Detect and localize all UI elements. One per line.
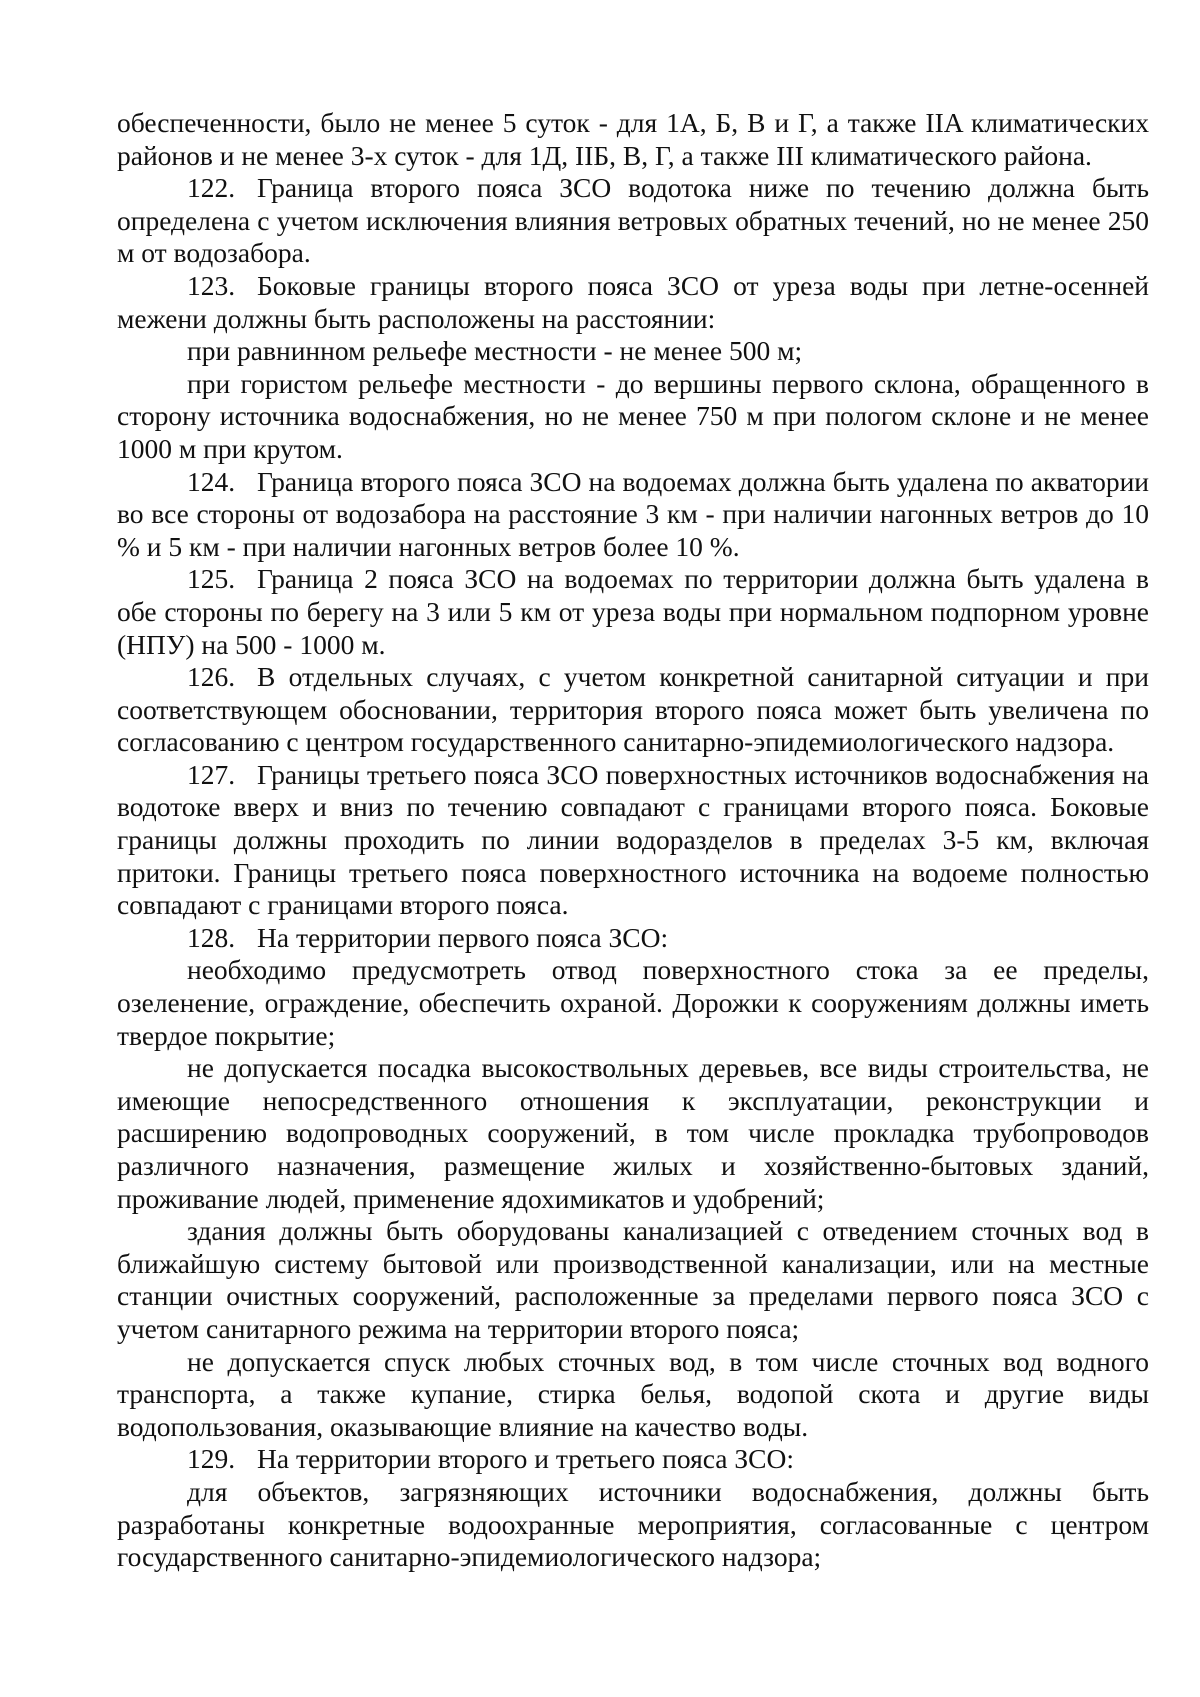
paragraph-123-plain: при равнинном рельефе местности - не менее 500 м; [187,335,803,367]
item-number: 124. [187,465,236,497]
paragraph-123-mountain: при гористом рельефе местности - до вершины первого склона, обращенного в сторону источника водоснабжения, но не менее 750 м при пологом склоне и не менее 1000 м при крутом. [117,367,1149,464]
paragraph-127: 127. Границы третьего пояса ЗСО поверхностных источников водоснабжения на водотоке вверх и вниз по течению совпадают с границами второго пояса. Боковые границы должны проходить по линии водоразделов в пределах 3-5 км, включая притоки. Границы третьего пояса поверхностного источника на водоеме полностью совпадают с границами второго пояса. [117,758,1149,921]
paragraph-128-sewerage: здания должны быть оборудованы канализацией с отведением сточных вод в ближайшую систему бытовой или производственной канализации, или на местные станции очистных сооружений, расположенные за пределами первого пояса ЗСО с учетом санитарного режима на территории второго пояса; [117,1215,1149,1344]
paragraph-128-prohibitions: не допускается посадка высокоствольных деревьев, все виды строительства, не имеющие непосредственного отношения к эксплуатации, реконструкции и расширению водопроводных сооружений, в том числе прокладка трубопроводов различного назначения, размещение жилых и хозяйственно-бытовых зданий, проживание людей, применение ядохимикатов и удобрений; [117,1052,1149,1214]
item-number: 128. [187,921,236,953]
paragraph-128-discharge: не допускается спуск любых сточных вод, в том числе сточных вод водного транспорта, а также купание, стирка белья, водопой скота и другие виды водопользования, оказывающие влияние на качество воды. [117,1345,1149,1442]
paragraph-129: 129. На территории второго и третьего пояса ЗСО: [187,1443,794,1475]
paragraph-continuation: обеспеченности, было не менее 5 суток - для 1А, Б, В и Г, а также IIA климатических районов и не менее 3-х суток - для 1Д, IIБ, В, Г, а также III климатического района. [117,107,1149,171]
item-number: 126. [187,661,236,693]
paragraph-123: 123. Боковые границы второго пояса ЗСО от уреза воды при летне-осенней межени должны быть расположены на расстоянии: [117,269,1149,334]
paragraph-129-objects: для объектов, загрязняющих источники водоснабжения, должны быть разработаны конкретные водоохранные мероприятия, согласованные с центром государственного санитарно-эпидемиологического надзора; [117,1475,1149,1573]
paragraph-125: 125. Граница 2 пояса ЗСО на водоемах по территории должна быть удалена в обе стороны по берегу на 3 или 5 км от уреза воды при нормальном подпорном уровне (НПУ) на 500 - 1000 м. [117,563,1149,660]
paragraph-124: 124. Граница второго пояса ЗСО на водоемах должна быть удалена по акватории во все стороны от водозабора на расстояние 3 км - при наличии нагонных ветров до 10 % и 5 км - при наличии нагонных ветров более 10 %. [117,465,1149,562]
item-number: 123. [187,269,236,301]
paragraph-126: 126. В отдельных случаях, с учетом конкретной санитарной ситуации и при соответствующем обосновании, территория второго пояса может быть увеличена по согласованию с центром государственного санитарно-эпидемиологического надзора. [117,661,1149,758]
item-number: 125. [187,563,236,595]
item-number: 122. [187,172,236,204]
paragraph-128: 128. На территории первого пояса ЗСО: [187,921,669,953]
paragraph-128-drainage: необходимо предусмотреть отвод поверхностного стока за ее пределы, озеленение, ограждение, обеспечить охраной. Дорожки к сооружениям должны иметь твердое покрытие; [117,954,1149,1051]
item-number: 127. [187,758,236,790]
item-number: 129. [187,1443,236,1475]
document-page [117,107,1149,1574]
paragraph-122: 122. Граница второго пояса ЗСО водотока ниже по течению должна быть определена с учетом исключения влияния ветровых обратных течений, но не менее 250 м от водозабора. [117,172,1149,269]
